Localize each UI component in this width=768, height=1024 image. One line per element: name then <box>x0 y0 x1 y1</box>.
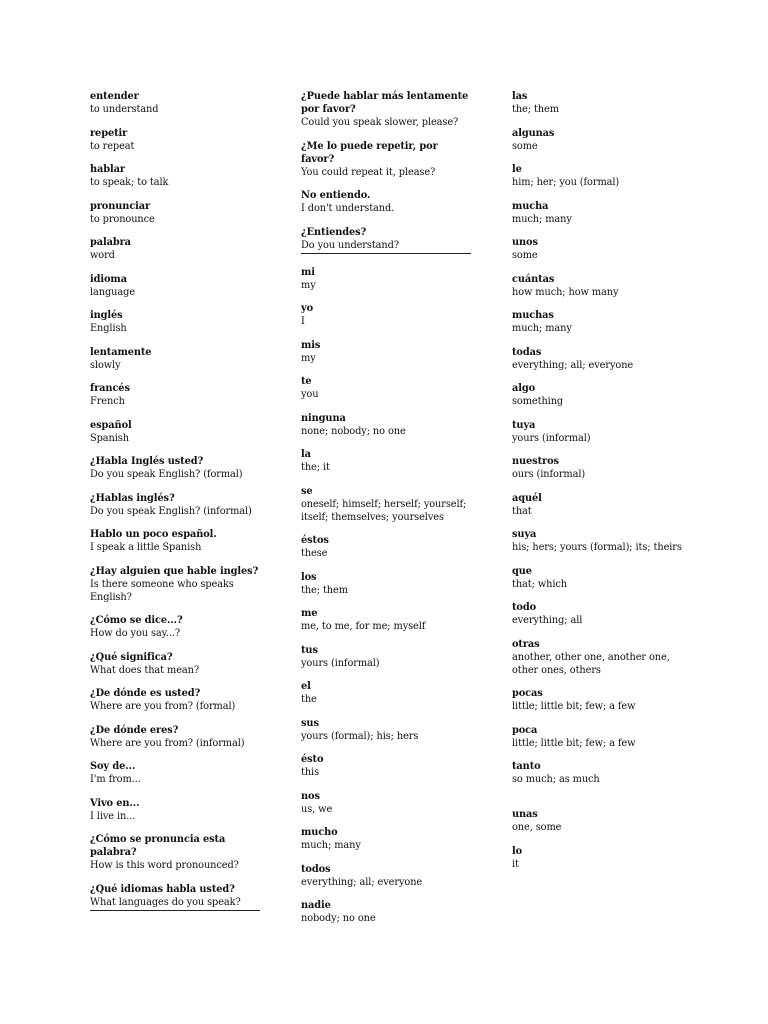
vocab-entry <box>301 189 471 215</box>
spanish-term: yo <box>301 303 314 314</box>
spanish-term: pocas <box>512 688 543 699</box>
english-meaning: I don't understand. <box>301 203 395 214</box>
vocab-entry <box>301 226 471 254</box>
spanish-term: algunas <box>512 127 555 139</box>
english-meaning: him; her; you (formal) <box>512 177 620 188</box>
english-meaning: much; many <box>512 213 572 225</box>
spanish-term: nuestros <box>512 456 559 467</box>
vocab-entry <box>90 309 260 335</box>
vocab-entry <box>90 565 260 604</box>
spanish-term: unos <box>512 237 538 248</box>
spanish-term: los <box>301 571 317 583</box>
spanish-term: suya <box>512 529 537 540</box>
spanish-term: se <box>301 485 313 497</box>
spanish-term: todo <box>512 602 537 613</box>
vocab-entry <box>512 455 687 481</box>
vocab-entry <box>90 346 260 372</box>
english-meaning: to speak; to talk <box>90 177 169 188</box>
spanish-term: otras <box>512 638 540 650</box>
english-meaning: his; hers; yours (formal); its; theirs <box>512 542 682 553</box>
vocab-entry <box>301 339 471 365</box>
english-meaning: to repeat <box>90 140 135 152</box>
english-meaning: Where are you from? (formal) <box>90 701 236 712</box>
vocab-entry <box>512 845 687 871</box>
spanish-term: aquél <box>512 492 542 504</box>
vocab-entry <box>90 273 260 299</box>
english-meaning: me, to me, for me; myself <box>301 621 426 632</box>
vocab-entry <box>90 236 260 262</box>
vocab-entry <box>301 534 471 560</box>
spanish-term: inglés <box>90 310 123 321</box>
english-meaning: ours (informal) <box>512 469 586 480</box>
vocab-entry <box>90 492 260 518</box>
english-meaning: yours (formal); his; hers <box>301 730 419 742</box>
vocab-entry <box>512 273 687 299</box>
english-meaning: little; little bit; few; a few <box>512 737 636 749</box>
english-meaning: something <box>512 396 564 407</box>
spanish-term: la <box>301 449 311 460</box>
vocab-entry <box>512 760 687 786</box>
spanish-term: entender <box>90 91 139 102</box>
spanish-term: español <box>90 419 132 431</box>
english-meaning: much; many <box>301 840 361 851</box>
vocab-entry <box>512 163 687 189</box>
spanish-term: ¿Cómo se dice...? <box>90 615 183 626</box>
vocab-entry <box>90 651 260 677</box>
vocab-entry <box>301 571 471 597</box>
vocab-entry <box>512 687 687 713</box>
spanish-term: te <box>301 376 312 387</box>
vocab-entry <box>301 863 471 889</box>
vocab-column-1 <box>90 90 260 923</box>
vocab-entry <box>512 419 687 445</box>
vocab-entry <box>301 412 471 438</box>
english-meaning: What languages do you speak? <box>90 896 241 908</box>
vocab-entry <box>301 680 471 706</box>
english-meaning: everything; all; everyone <box>301 876 423 888</box>
spanish-term: ¿Qué significa? <box>90 651 173 663</box>
english-meaning: one, some <box>512 822 562 833</box>
english-meaning: that; which <box>512 578 567 590</box>
english-meaning: my <box>301 279 316 291</box>
english-meaning: You could repeat it, please? <box>301 166 436 178</box>
spanish-term: ¿Cómo se pronuncia esta palabra? <box>90 834 226 858</box>
spanish-term: mis <box>301 339 321 351</box>
vocab-entry <box>90 883 260 911</box>
vocab-entry <box>90 797 260 823</box>
spanish-term: poca <box>512 724 538 736</box>
vocab-entry <box>512 309 687 335</box>
english-meaning: how much; how many <box>512 286 619 298</box>
vocab-entry <box>301 448 471 474</box>
spanish-term: Hablo un poco español. <box>90 529 217 540</box>
spanish-term: algo <box>512 383 536 394</box>
vocab-entry <box>90 382 260 408</box>
vocab-entry <box>512 236 687 262</box>
spanish-term: unas <box>512 809 538 820</box>
vocab-entry <box>90 90 260 116</box>
english-meaning: some <box>512 250 538 261</box>
spanish-term: nos <box>301 790 320 802</box>
english-meaning: nobody; no one <box>301 913 376 924</box>
english-meaning: it <box>512 858 519 870</box>
vocab-entry <box>301 899 471 925</box>
english-meaning: to pronounce <box>90 213 155 225</box>
vocab-entry <box>90 528 260 554</box>
spanish-term: todos <box>301 863 331 875</box>
english-meaning: word <box>90 250 115 261</box>
english-meaning: everything; all; everyone <box>512 359 634 371</box>
english-meaning: another, other one, another one, other ones, others <box>512 651 670 676</box>
english-meaning: How do you say...? <box>90 628 180 639</box>
vocab-entry <box>512 724 687 750</box>
vocab-entry <box>301 644 471 670</box>
vocab-entry <box>301 90 471 129</box>
spanish-term: ninguna <box>301 412 346 424</box>
spanish-term: repetir <box>90 127 128 139</box>
spanish-term: ¿Hablas inglés? <box>90 492 175 504</box>
english-meaning: Spanish <box>90 432 129 444</box>
spanish-term: ¿Habla Inglés usted? <box>90 456 204 467</box>
english-meaning: to understand <box>90 104 159 115</box>
vocab-entry <box>301 753 471 779</box>
vocab-entry <box>512 808 687 834</box>
english-meaning: How is this word pronounced? <box>90 860 239 871</box>
spanish-term: ¿De dónde eres? <box>90 724 179 736</box>
vocab-entry <box>512 382 687 408</box>
vocab-entry <box>90 163 260 189</box>
english-meaning: Where are you from? (informal) <box>90 737 245 749</box>
vocab-column-2 <box>301 90 471 936</box>
vocab-column-3 <box>512 90 687 881</box>
spanish-term: ¿Qué idiomas habla usted? <box>90 883 235 895</box>
english-meaning: the; them <box>301 584 348 596</box>
spanish-term: sus <box>301 717 319 729</box>
spanish-term: ¿Entiendes? <box>301 226 367 238</box>
vocab-entry <box>512 90 687 116</box>
vocab-entry <box>301 790 471 816</box>
vocab-entry <box>301 826 471 852</box>
english-meaning: these <box>301 548 328 559</box>
spanish-term: Soy de... <box>90 761 136 772</box>
vocab-entry <box>512 601 687 627</box>
vocab-entry <box>301 607 471 633</box>
english-meaning: Is there someone who speaks English? <box>90 578 234 603</box>
english-meaning: that <box>512 505 532 517</box>
vocab-entry <box>301 302 471 328</box>
spanish-term: No entiendo. <box>301 190 371 201</box>
english-meaning: this <box>301 767 320 778</box>
english-meaning: so much; as much <box>512 774 600 785</box>
vocab-entry <box>512 200 687 226</box>
english-meaning: Do you speak English? (formal) <box>90 469 243 480</box>
spanish-term: palabra <box>90 237 131 248</box>
english-meaning: slowly <box>90 359 121 371</box>
vocab-entry <box>90 127 260 153</box>
english-meaning: my <box>301 352 316 364</box>
spanish-term: francés <box>90 383 130 394</box>
vocab-entry <box>90 760 260 786</box>
vocab-entry <box>512 127 687 153</box>
english-meaning: little; little bit; few; a few <box>512 701 636 712</box>
vocab-entry <box>90 419 260 445</box>
spanish-term: las <box>512 91 528 102</box>
spanish-term: ¿Me lo puede repetir, por favor? <box>301 140 438 165</box>
vocab-entry <box>512 638 687 677</box>
spanish-term: ¿Hay alguien que hable ingles? <box>90 565 259 577</box>
vocab-entry <box>301 375 471 401</box>
spanish-term: ésto <box>301 754 324 765</box>
spanish-term: éstos <box>301 535 329 546</box>
spanish-term: muchas <box>512 310 554 321</box>
vocab-entry <box>301 140 471 179</box>
vocab-entry <box>301 485 471 524</box>
english-meaning: much; many <box>512 323 572 334</box>
spanish-term: lo <box>512 845 523 857</box>
spanish-term: le <box>512 164 522 175</box>
spanish-term: mucha <box>512 200 549 212</box>
vocab-entry <box>301 266 471 292</box>
english-meaning: you <box>301 389 319 400</box>
english-meaning: the <box>301 694 317 705</box>
vocab-entry <box>90 724 260 750</box>
spanish-term: todas <box>512 346 542 358</box>
english-meaning: language <box>90 286 135 298</box>
vocab-entry <box>90 614 260 640</box>
english-meaning: some <box>512 140 538 152</box>
english-meaning: yours (informal) <box>301 657 380 669</box>
spanish-term: que <box>512 565 532 577</box>
english-meaning: I'm from... <box>90 774 141 785</box>
english-meaning: French <box>90 396 125 407</box>
english-meaning: us, we <box>301 803 333 815</box>
english-meaning: none; nobody; no one <box>301 425 406 437</box>
spanish-term: nadie <box>301 900 331 911</box>
english-meaning: yours (informal) <box>512 432 591 444</box>
spanish-term: Vivo en... <box>90 797 140 809</box>
spanish-term: tuya <box>512 419 536 431</box>
english-meaning: the; them <box>512 104 559 115</box>
english-meaning: Do you speak English? (informal) <box>90 505 252 517</box>
spanish-term: ¿Puede hablar más lentamente por favor? <box>301 91 469 115</box>
english-meaning: I <box>301 316 305 327</box>
english-meaning: Do you understand? <box>301 239 399 251</box>
spanish-term: tus <box>301 644 318 656</box>
spanish-term: cuántas <box>512 273 555 285</box>
spanish-term: ¿De dónde es usted? <box>90 688 201 699</box>
vocab-entry <box>512 565 687 591</box>
english-meaning: English <box>90 323 127 334</box>
vocab-entry <box>90 833 260 872</box>
spanish-term: el <box>301 681 311 692</box>
vocab-entry <box>90 200 260 226</box>
english-meaning: the; it <box>301 462 330 473</box>
vocab-entry <box>301 717 471 743</box>
spanish-term: mi <box>301 266 315 278</box>
english-meaning: What does that mean? <box>90 664 200 676</box>
english-meaning: I speak a little Spanish <box>90 542 202 553</box>
english-meaning: everything; all <box>512 615 583 626</box>
spanish-term: pronunciar <box>90 200 151 212</box>
vocab-entry <box>512 346 687 372</box>
english-meaning: Could you speak slower, please? <box>301 117 459 128</box>
spanish-term: mucho <box>301 827 338 838</box>
spanish-term: tanto <box>512 761 541 772</box>
spanish-term: lentamente <box>90 346 152 358</box>
english-meaning: oneself; himself; herself; yourself; itself; themselves; yourselves <box>301 498 467 523</box>
vocab-entry <box>90 455 260 481</box>
english-meaning: I live in... <box>90 810 136 822</box>
vocab-entry <box>512 492 687 518</box>
spanish-term: me <box>301 608 318 619</box>
spanish-term: hablar <box>90 164 125 175</box>
vocab-entry <box>90 687 260 713</box>
vocab-entry <box>512 528 687 554</box>
spanish-term: idioma <box>90 273 127 285</box>
